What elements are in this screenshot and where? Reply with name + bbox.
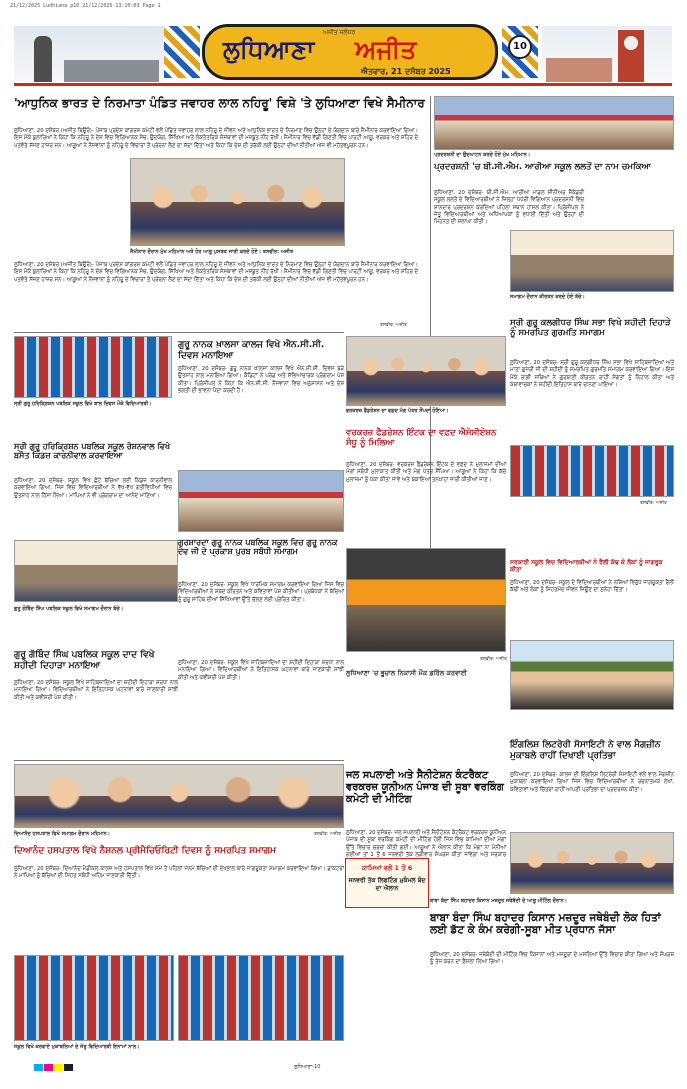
photo-bcm-exhibition [434, 96, 674, 150]
article-gurmat [178, 538, 344, 557]
article-banda [430, 912, 674, 937]
caption-gobind: ਗੁਰੂ ਗੋਬਿੰਦ ਸਿੰਘ ਪਬਲਿਕ ਸਕੂਲ ਵਿਖੇ ਸਮਾਗਮ ਦੌਰਾਨ ਬੱਚੇ। [14, 606, 124, 612]
caption-nehru: ਸੈਮੀਨਾਰ ਦੌਰਾਨ ਮੁੱਖ ਮਹਿਮਾਨ ਅਤੇ ਹੋਰ ਆਗੂ ਪੁਸਤਕ ਜਾਰੀ ਕਰਦੇ ਹੋਏ। ਤਸਵੀਰ: ਅਜੀਤ [130, 249, 294, 255]
footer-swatch-magenta [44, 1064, 53, 1071]
article-hospital [14, 846, 344, 857]
headline-literary: ਇੰਗਲਿਸ਼ ਲਿਟਰੇਰੀ ਸੋਸਾਇਟੀ ਨੇ ਵਾਲ ਮੈਗਜ਼ੀਨ ਮੁਕਾਬਲੇ ਰਾਹੀਂ ਦਿਖਾਈ ਪ੍ਰਤਿਭਾ [510, 740, 661, 761]
harkrishan-body: ਲੁਧਿਆਣਾ, 20 ਦਸੰਬਰ- ਸਕੂਲ ਵਿਖੇ ਛੋਟੇ ਬੱਚਿਆਂ ਲਈ ਕਿਡਜ਼ ਕਾਰਨੀਵਾਲ ਕਰਵਾਇਆ ਗਿਆ, ਜਿਸ ਵਿਚ ਵਿਦਿਆਰਥੀਆਂ ਨੇ ਵੱਖ-ਵੱਖ ਗਤੀਵਿਧੀਆਂ ਵਿਚ ਉਤਸ਼ਾਹ ਨਾਲ ਹਿੱਸਾ ਲਿਆ। ਮਾਪਿਆਂ ਨੇ ਵੀ ਪ੍ਰੋਗਰਾਮ ਦਾ ਆਨੰਦ ਮਾਣਿਆ। [14, 478, 172, 499]
masthead-date: ਐਤਵਾਰ, 21 ਦਸੰਬਰ 2025 [361, 67, 451, 76]
article-water-supply [346, 770, 506, 805]
headline-banda: ਬਾਬਾ ਬੰਦਾ ਸਿੰਘ ਬਹਾਦਰ ਕਿਸਾਨ ਮਜ਼ਦੂਰ ਜਥੇਬੰਦੀ ਲੋਕ ਹਿਤਾਂ ਲਈ ਡੱਟ ਕੇ ਕੰਮ ਕਰੇਗੀ-ਸੂਬਾ ਮੀਤ ਪ੍ਰਧਾਨ ਜੱਸਾ [430, 912, 661, 937]
section-rule-2 [14, 760, 344, 761]
masthead-title-block [202, 24, 498, 80]
headline-harkrishan: ਸ੍ਰੀ ਗੁਰੂ ਹਰਿਕ੍ਰਿਸ਼ਨ ਪਬਲਿਕ ਸਕੂਲ ਰੋਸ਼ਨਵਾਲ ਵਿਖੇ ਬਸੰਤ ਕਿਡਜ਼ ਕਾਰਨੀਵਾਲ ਕਰਵਾਇਆ [14, 442, 171, 461]
bcm-body: ਲੁਧਿਆਣਾ, 20 ਦਸੰਬਰ- ਬੀ.ਸੀ.ਐਮ. ਆਰੀਆ ਮਾਡਲ ਸੀਨੀਅਰ ਸੈਕੰਡਰੀ ਸਕੂਲ ਲਲਤੋਂ ਦੇ ਵਿਦਿਆਰਥੀਆਂ ਨੇ ਜ਼ਿਲ੍ਹਾ ਪੱਧਰੀ ਵਿਗਿਆਨ ਪ੍ਰਦਰਸ਼ਨੀ ਵਿਚ ਸ਼ਾਨਦਾਰ ਪ੍ਰਦਰਸ਼ਨ ਕਰਦਿਆਂ ਪਹਿਲਾ ਸਥਾਨ ਹਾਸਲ ਕੀਤਾ। ਪ੍ਰਿੰਸੀਪਲ ਨੇ ਜੇਤੂ ਵਿਦਿਆਰਥੀਆਂ ਅਤੇ ਅਧਿਆਪਕਾਂ ਨੂੰ ਵਧਾਈ ਦਿੱਤੀ ਅਤੇ ਉਨ੍ਹਾਂ ਦੀ ਮਿਹਨਤ ਦੀ ਸ਼ਲਾਘਾ ਕੀਤੀ। [434, 190, 584, 226]
caption-school-walk: ਸਰਕਾਰੀ ਸਕੂਲ ਵਿਚ ਵਿਦਿਆਰਥੀਆਂ ਨੇ ਰੈਲੀ ਕੱਢ ਕੇ ਲੋਕਾਂ ਨੂੰ ਜਾਗਰੂਕ ਕੀਤਾ [510, 559, 663, 573]
headline-water: ਜਲ ਸਪਲਾਈ ਅਤੇ ਸੈਨੀਟੇਸ਼ਨ ਕੰਟਰੈਕਟ ਵਰਕਰਜ਼ ਯੂਨੀਅਨ ਪੰਜਾਬ ਦੀ ਸੂਬਾ ਵਰਕਿੰਗ ਕਮੇਟੀ ਦੀ ਮੀਟਿੰਗ [346, 770, 504, 805]
gobind-body: ਲੁਧਿਆਣਾ, 20 ਦਸੰਬਰ- ਸਕੂਲ ਵਿਖੇ ਸਾਹਿਬਜ਼ਾਦਿਆਂ ਦਾ ਸ਼ਹੀਦੀ ਦਿਹਾੜਾ ਸ਼ਰਧਾ ਨਾਲ ਮਨਾਇਆ ਗਿਆ। ਵਿਦਿਆਰਥੀਆਂ ਨੇ ਇਤਿਹਾਸਕ ਘਟਨਾਵਾਂ ਬਾਰੇ ਜਾਣਕਾਰੀ ਸਾਂਝੀ ਕੀਤੀ ਅਤੇ ਕਵੀਸ਼ਰੀ ਪੇਸ਼ ਕੀਤੀ। [14, 680, 178, 701]
nehru-body: ਲੁਧਿਆਣਾ, 20 ਦਸੰਬਰ (ਅਜੀਤ ਬਿਊਰੋ)- ਪੰਜਾਬ ਪ੍ਰਦੇਸ਼ ਕਾਂਗਰਸ ਕਮੇਟੀ ਵਲੋਂ ਪੰਡਿਤ ਜਵਾਹਰ ਲਾਲ ਨਹਿਰੂ ਦੇ ਜੀਵਨ ਅਤੇ ਆਧੁਨਿਕ ਭਾਰਤ ਦੇ ਨਿਰਮਾਣ ਵਿਚ ਉਨ੍ਹਾਂ ਦੇ ਯੋਗਦਾਨ ਬਾਰੇ ਸੈਮੀਨਾਰ ਕਰਵਾਇਆ ਗਿਆ। ਇਸ ਮੌਕੇ ਬੁਲਾਰਿਆਂ ਨੇ ਕਿਹਾ ਕਿ ਨਹਿਰੂ ਨੇ ਦੇਸ਼ ਵਿਚ ਵਿਗਿਆਨਕ ਸੋਚ, ਉਦਯੋਗ, ਸਿੱਖਿਆ ਅਤੇ ਲੋਕਤੰਤਰਿਕ ਸੰਸਥਾਵਾਂ ਦੀ ਮਜ਼ਬੂਤ ਨੀਂਹ ਰੱਖੀ। ਸੈਮੀਨਾਰ ਵਿਚ ਵੱਡੀ ਗਿਣਤੀ ਵਿਚ ਪਾਰਟੀ ਆਗੂ, ਵਰਕਰ ਅਤੇ ਸ਼ਹਿਰ ਦੇ ਪਤਵੰਤੇ ਸੱਜਣ ਹਾਜ਼ਰ ਸਨ। ਆਗੂਆਂ ਨੇ ਨੌਜਵਾਨਾਂ ਨੂੰ ਨਹਿਰੂ ਦੇ ਵਿਚਾਰਾਂ ਤੋਂ ਪ੍ਰੇਰਨਾ ਲੈਣ ਦਾ ਸੱਦਾ ਦਿੱਤਾ ਅਤੇ ਕਿਹਾ ਕਿ ਦੇਸ਼ ਦੀ ਤਰੱਕੀ ਲਈ ਉਨ੍ਹਾਂ ਦੀਆਂ ਨੀਤੀਆਂ ਅੱਜ ਵੀ ਮਹੱਤਵਪੂਰਨ ਹਨ। [14, 128, 418, 149]
article-workers [346, 428, 506, 448]
article-gobind [14, 650, 178, 671]
nehru-body-2: ਲੁਧਿਆਣਾ, 20 ਦਸੰਬਰ (ਅਜੀਤ ਬਿਊਰੋ)- ਪੰਜਾਬ ਪ੍ਰਦੇਸ਼ ਕਾਂਗਰਸ ਕਮੇਟੀ ਵਲੋਂ ਪੰਡਿਤ ਜਵਾਹਰ ਲਾਲ ਨਹਿਰੂ ਦੇ ਜੀਵਨ ਅਤੇ ਆਧੁਨਿਕ ਭਾਰਤ ਦੇ ਨਿਰਮਾਣ ਵਿਚ ਉਨ੍ਹਾਂ ਦੇ ਯੋਗਦਾਨ ਬਾਰੇ ਸੈਮੀਨਾਰ ਕਰਵਾਇਆ ਗਿਆ। ਇਸ ਮੌਕੇ ਬੁਲਾਰਿਆਂ ਨੇ ਕਿਹਾ ਕਿ ਨਹਿਰੂ ਨੇ ਦੇਸ਼ ਵਿਚ ਵਿਗਿਆਨਕ ਸੋਚ, ਉਦਯੋਗ, ਸਿੱਖਿਆ ਅਤੇ ਲੋਕਤੰਤਰਿਕ ਸੰਸਥਾਵਾਂ ਦੀ ਮਜ਼ਬੂਤ ਨੀਂਹ ਰੱਖੀ। ਸੈਮੀਨਾਰ ਵਿਚ ਵੱਡੀ ਗਿਣਤੀ ਵਿਚ ਪਾਰਟੀ ਆਗੂ, ਵਰਕਰ ਅਤੇ ਸ਼ਹਿਰ ਦੇ ਪਤਵੰਤੇ ਸੱਜਣ ਹਾਜ਼ਰ ਸਨ। ਆਗੂਆਂ ਨੇ ਨੌਜਵਾਨਾਂ ਨੂੰ ਨਹਿਰੂ ਦੇ ਵਿਚਾਰਾਂ ਤੋਂ ਪ੍ਰੇਰਨਾ ਲੈਣ ਦਾ ਸੱਦਾ ਦਿੱਤਾ ਅਤੇ ਕਿਹਾ ਕਿ ਦੇਸ਼ ਦੀ ਤਰੱਕੀ ਲਈ ਉਨ੍ਹਾਂ ਦੀਆਂ ਨੀਤੀਆਂ ਅੱਜ ਵੀ ਮਹੱਤਵਪੂਰਨ ਹਨ। [14, 262, 418, 283]
headline-nehru: 'ਆਧੁਨਿਕ ਭਾਰਤ ਦੇ ਨਿਰਮਾਤਾ ਪੰਡਿਤ ਜਵਾਹਰ ਲਾਲ ਨਹਿਰੂ' ਵਿਸ਼ੇ 'ਤੇ ਲੁਧਿਆਣਾ ਵਿਖੇ ਸੈਮੀਨਾਰ [14, 96, 425, 110]
article-harkrishan [14, 442, 172, 461]
photo-literary [510, 640, 674, 710]
literary-body: ਲੁਧਿਆਣਾ, 20 ਦਸੰਬਰ- ਕਾਲਜ ਦੀ ਇੰਗਲਿਸ਼ ਲਿਟਰੇਰੀ ਸੋਸਾਇਟੀ ਵਲੋਂ ਵਾਲ ਮੈਗਜ਼ੀਨ ਮੁਕਾਬਲਾ ਕਰਵਾਇਆ ਗਿਆ ਜਿਸ ਵਿਚ ਵਿਦਿਆਰਥੀਆਂ ਨੇ ਰਚਨਾਤਮਕ ਲੇਖਾਂ, ਕਵਿਤਾਵਾਂ ਅਤੇ ਚਿੱਤਰਾਂ ਰਾਹੀਂ ਆਪਣੀ ਪ੍ਰਤਿਭਾ ਦਾ ਪ੍ਰਦਰਸ਼ਨ ਕੀਤਾ। [510, 772, 674, 793]
masthead-pre-title: ਅਜੀਤ ਜਲੰਧਰ [323, 29, 356, 36]
page-number: 10 [508, 35, 532, 59]
headline-gobind: ਗੁਰੂ ਗੋਬਿੰਦ ਸਿੰਘ ਪਬਲਿਕ ਸਕੂਲ ਦਾਦ ਵਿਖੇ ਸ਼ਹੀਦੀ ਦਿਹਾੜਾ ਮਨਾਇਆ [14, 650, 155, 671]
callout-line-1: ਕਾਮਿਆਂ ਵਲੋਂ 1 ਤੋਂ 6 [361, 864, 413, 872]
headline-gurmat: ਗੁਰਸ਼ਾਰਦਾ ਗੁਰੂ ਨਾਨਕ ਪਬਲਿਕ ਸਕੂਲ ਵਿਚ ਗੁਰੂ ਨਾਨਕ ਦੇਵ ਜੀ ਦੇ ਪ੍ਰਕਾਸ਼ ਪੁਰਬ ਸਬੰਧੀ ਸਮਾਗਮ [178, 538, 338, 557]
banda-body: ਲੁਧਿਆਣਾ, 20 ਦਸੰਬਰ- ਜਥੇਬੰਦੀ ਦੀ ਮੀਟਿੰਗ ਵਿਚ ਕਿਸਾਨਾਂ ਅਤੇ ਮਜ਼ਦੂਰਾਂ ਦੇ ਮਸਲਿਆਂ ਉੱਤੇ ਵਿਚਾਰ ਕੀਤਾ ਗਿਆ ਅਤੇ ਸੰਘਰਸ਼ ਨੂੰ ਤੇਜ਼ ਕਰਨ ਦਾ ਫ਼ੈਸਲਾ ਲਿਆ ਗਿਆ। [430, 952, 674, 966]
article-literary [510, 740, 674, 761]
photo-gurmat-stage [14, 540, 178, 602]
article-ncc [178, 340, 344, 361]
headline-hospital: ਦਿਆਨੰਦ ਹਸਪਤਾਲ ਵਿਖੇ ਨੈਸ਼ਨਲ ਪ੍ਰੀਮੈਚਿਓਰਿਟੀ ਦਿਵਸ ਨੂੰ ਸਮਰਪਿਤ ਸਮਾਗਮ [14, 846, 276, 856]
article-nehru-seminar [14, 96, 430, 110]
gobind-body-2: ਲੁਧਿਆਣਾ, 20 ਦਸੰਬਰ- ਸਕੂਲ ਵਿਖੇ ਸਾਹਿਬਜ਼ਾਦਿਆਂ ਦਾ ਸ਼ਹੀਦੀ ਦਿਹਾੜਾ ਸ਼ਰਧਾ ਨਾਲ ਮਨਾਇਆ ਗਿਆ। ਵਿਦਿਆਰਥੀਆਂ ਨੇ ਇਤਿਹਾਸਕ ਘਟਨਾਵਾਂ ਬਾਰੇ ਜਾਣਕਾਰੀ ਸਾਂਝੀ ਕੀਤੀ ਅਤੇ ਕਵੀਸ਼ਰੀ ਪੇਸ਼ ਕੀਤੀ। [178, 660, 344, 681]
photo-banda-singh [510, 832, 674, 894]
headline-kalgidhar: ਸ੍ਰੀ ਗੁਰੂ ਕਲਗੀਧਰ ਸਿੰਘ ਸਭਾ ਵਿਖੇ ਸ਼ਹੀਦੀ ਦਿਹਾੜੇ ਨੂੰ ਸਮਰਪਿਤ ਗੁਰਮਤਿ ਸਮਾਗਮ [510, 318, 671, 339]
caption-hospital: ਦਿਆਨੰਦ ਹਸਪਤਾਲ ਵਿਖੇ ਸਮਾਗਮ ਦੌਰਾਨ ਮਹਿਮਾਨ। [14, 831, 111, 837]
photo-hospital [14, 764, 344, 828]
photo-ncc [178, 470, 344, 532]
photo-fire-drill [346, 548, 506, 652]
photo-kids-winners-right [178, 955, 344, 1041]
headline-bcm: ਪ੍ਰਦਰਸ਼ਨੀ 'ਚ ਬੀ.ਸੀ.ਐਮ. ਆਰੀਆ ਸਕੂਲ ਲਲਤੋਂ ਦਾ ਨਾਮ ਚਮਕਿਆ [434, 162, 651, 172]
section-rule [14, 332, 344, 333]
photo-nehru-seminar [130, 158, 345, 246]
caption-kids-bottom: ਸਕੂਲ ਵਿਖੇ ਕਰਵਾਏ ਮੁਕਾਬਲਿਆਂ ਦੇ ਜੇਤੂ ਵਿਦਿਆਰਥੀ ਇਨਾਮਾਂ ਨਾਲ। [14, 1044, 140, 1050]
masthead-right-photo [542, 26, 672, 82]
headline-ncc: ਗੁਰੂ ਨਾਨਕ ਖ਼ਾਲਸਾ ਕਾਲਜ ਵਿਖੇ ਐਨ.ਸੀ.ਸੀ. ਦਿਵਸ ਮਨਾਇਆ [178, 340, 325, 361]
credit-kalgidhar: ਤਸਵੀਰ: ਅਜੀਤ [640, 501, 667, 506]
masthead-pattern-left [164, 26, 200, 78]
footer-swatch-yellow [54, 1064, 63, 1071]
water-body: ਲੁਧਿਆਣਾ, 20 ਦਸੰਬਰ- ਜਲ ਸਪਲਾਈ ਅਤੇ ਸੈਨੀਟੇਸ਼ਨ ਕੰਟਰੈਕਟ ਵਰਕਰਜ਼ ਯੂਨੀਅਨ ਪੰਜਾਬ ਦੀ ਸੂਬਾ ਵਰਕਿੰਗ ਕਮੇਟੀ ਦੀ ਮੀਟਿੰਗ ਹੋਈ ਜਿਸ ਵਿਚ ਕਾਮਿਆਂ ਦੀਆਂ ਮੰਗਾਂ ਉੱਤੇ ਵਿਚਾਰ ਚਰਚਾ ਕੀਤੀ ਗਈ। ਆਗੂਆਂ ਨੇ ਐਲਾਨ ਕੀਤਾ ਕਿ ਮੰਗਾਂ ਨਾ ਮੰਨੀਆਂ ਗਈਆਂ ਤਾਂ 1 ਤੋਂ 6 ਜਨਵਰੀ ਤੱਕ ਲੜੀਵਾਰ ਸੰਘਰਸ਼ ਕੀਤਾ ਜਾਵੇਗਾ ਅਤੇ ਸਰਕਾਰ [346, 830, 506, 858]
masthead [14, 22, 672, 86]
footer-label: ਲੁਧਿਆਣਾ-10 [294, 1064, 321, 1070]
footer-swatch-cyan [34, 1064, 43, 1071]
photo-kalgidhar-kids [510, 445, 674, 497]
caption-bcm: ਪ੍ਰਦਰਸ਼ਨੀ ਦਾ ਉਦਘਾਟਨ ਕਰਦੇ ਹੋਏ ਮੁੱਖ ਮਹਿਮਾਨ। [434, 152, 531, 158]
photo-harkrishan [14, 336, 172, 398]
caption-workers: ਵਰਕਰਜ਼ ਫੈਡਰੇਸ਼ਨ ਦਾ ਵਫ਼ਦ ਮੰਗ ਪੱਤਰ ਸੌਂਪਦਾ ਹੋਇਆ। [346, 408, 449, 414]
workers-body: ਲੁਧਿਆਣਾ, 20 ਦਸੰਬਰ- ਵਰਕਰਜ਼ ਫੈਡਰੇਸ਼ਨ ਇੰਟਕ ਦੇ ਵਫ਼ਦ ਨੇ ਮੁਲਾਜ਼ਮਾਂ ਦੀਆਂ ਮੰਗਾਂ ਸਬੰਧੀ ਮੁਲਾਕਾਤ ਕੀਤੀ ਅਤੇ ਮੰਗ ਪੱਤਰ ਸੌਂਪਿਆ। ਆਗੂਆਂ ਨੇ ਕਿਹਾ ਕਿ ਕੱਚੇ ਮੁਲਾਜ਼ਮਾਂ ਨੂੰ ਪੱਕਾ ਕੀਤਾ ਜਾਵੇ ਅਤੇ ਬਕਾਇਆ ਤਨਖ਼ਾਹਾਂ ਜਾਰੀ ਕੀਤੀਆਂ ਜਾਣ। [346, 462, 506, 483]
photo-workers-delegation [346, 336, 506, 406]
photo-kids-winners-left [14, 955, 174, 1041]
credit-nehru: ਤਸਵੀਰ: ਅਜੀਤ [380, 323, 407, 328]
footer-registration-bar [14, 1062, 674, 1074]
masthead-paper-name: ਅਜੀਤ [355, 35, 417, 64]
hospital-body: ਲੁਧਿਆਣਾ, 20 ਦਸੰਬਰ- ਦਿਆਨੰਦ ਮੈਡੀਕਲ ਕਾਲਜ ਅਤੇ ਹਸਪਤਾਲ ਵਿਖੇ ਸਮੇਂ ਤੋਂ ਪਹਿਲਾਂ ਜਨਮੇ ਬੱਚਿਆਂ ਦੀ ਦੇਖਭਾਲ ਬਾਰੇ ਜਾਗਰੂਕਤਾ ਸਮਾਗਮ ਕਰਵਾਇਆ ਗਿਆ। ਡਾਕਟਰਾਂ ਨੇ ਮਾਪਿਆਂ ਨੂੰ ਬੱਚਿਆਂ ਦੀ ਸਿਹਤ ਸਬੰਧੀ ਅਹਿਮ ਜਾਣਕਾਰੀ ਦਿੱਤੀ। [14, 866, 344, 880]
footer-swatch-black [64, 1064, 73, 1071]
caption-fire: ਲੁਧਿਆਣਾ 'ਚ ਭੂਚਾਲ ਨਿਕਾਸੀ ਮੌਕ ਡਰਿੱਲ ਕਰਵਾਈ [346, 669, 467, 677]
credit-fire: ਤਸਵੀਰ: ਅਜੀਤ [480, 657, 507, 662]
caption-kalgidhar: ਸਮਾਗਮ ਦੌਰਾਨ ਕੀਰਤਨ ਕਰਦੇ ਹੋਏ ਬੱਚੇ। [510, 294, 585, 300]
gurmat-body: ਲੁਧਿਆਣਾ, 20 ਦਸੰਬਰ- ਸਕੂਲ ਵਿਖੇ ਧਾਰਮਿਕ ਸਮਾਗਮ ਕਰਵਾਇਆ ਗਿਆ ਜਿਸ ਵਿਚ ਵਿਦਿਆਰਥੀਆਂ ਨੇ ਸ਼ਬਦ ਕੀਰਤਨ ਅਤੇ ਕਵਿਤਾਵਾਂ ਪੇਸ਼ ਕੀਤੀਆਂ। ਪ੍ਰਬੰਧਕਾਂ ਨੇ ਬੱਚਿਆਂ ਨੂੰ ਗੁਰੂ ਸਾਹਿਬ ਦੀਆਂ ਸਿੱਖਿਆਵਾਂ ਉੱਤੇ ਚੱਲਣ ਲਈ ਪ੍ਰੇਰਿਤ ਕੀਤਾ। [178, 582, 344, 603]
print-line: 21/12/2025 Ludhiana p10 21/12/2025 13:10:03 Page 1 [10, 3, 161, 9]
credit-hospital: ਤਸਵੀਰ: ਅਜੀਤ [314, 832, 341, 837]
masthead-left-photo [14, 26, 164, 82]
caption-banda: ਬਾਬਾ ਬੰਦਾ ਸਿੰਘ ਬਹਾਦਰ ਕਿਸਾਨ ਮਜ਼ਦੂਰ ਜਥੇਬੰਦੀ ਦੇ ਆਗੂ ਮੀਟਿੰਗ ਦੌਰਾਨ। [430, 898, 567, 904]
caption-harkrishan: ਸ੍ਰੀ ਗੁਰੂ ਹਰਿਕ੍ਰਿਸ਼ਨ ਪਬਲਿਕ ਸਕੂਲ ਵਿਖੇ ਬਾਲ ਦਿਵਸ ਮੌਕੇ ਵਿਦਿਆਰਥੀ। [14, 401, 152, 407]
article-kalgidhar [510, 318, 674, 338]
water-callout-box [345, 858, 429, 908]
masthead-city: ਲੁਧਿਆਣਾ [223, 35, 315, 64]
ncc-body: ਲੁਧਿਆਣਾ, 20 ਦਸੰਬਰ- ਗੁਰੂ ਨਾਨਕ ਖ਼ਾਲਸਾ ਕਾਲਜ ਵਿਖੇ ਐਨ.ਸੀ.ਸੀ. ਦਿਵਸ ਬੜੇ ਉਤਸ਼ਾਹ ਨਾਲ ਮਨਾਇਆ ਗਿਆ। ਕੈਡਿਟਾਂ ਨੇ ਪਰੇਡ ਅਤੇ ਸੱਭਿਆਚਾਰਕ ਪ੍ਰੋਗਰਾਮ ਪੇਸ਼ ਕੀਤਾ। ਪ੍ਰਿੰਸੀਪਲ ਨੇ ਕਿਹਾ ਕਿ ਐਨ.ਸੀ.ਸੀ. ਨੌਜਵਾਨਾਂ ਵਿਚ ਅਨੁਸ਼ਾਸਨ ਅਤੇ ਦੇਸ਼ ਭਗਤੀ ਦੀ ਭਾਵਨਾ ਪੈਦਾ ਕਰਦੀ ਹੈ। [178, 366, 344, 394]
callout-line-2: ਜਨਵਰੀ ਤੱਕ ਲਿਫਟਿੰਗ ਮੁਕੰਮਲ ਬੰਦ ਦਾ ਐਲਾਨ [348, 877, 426, 892]
school-walk-body: ਲੁਧਿਆਣਾ, 20 ਦਸੰਬਰ- ਸਕੂਲ ਦੇ ਵਿਦਿਆਰਥੀਆਂ ਨੇ ਨਸ਼ਿਆਂ ਵਿਰੁੱਧ ਜਾਗਰੂਕਤਾ ਰੈਲੀ ਕੱਢੀ ਅਤੇ ਲੋਕਾਂ ਨੂੰ ਸਿਹਤਮੰਦ ਜੀਵਨ ਜਿਊਣ ਦਾ ਸੁਨੇਹਾ ਦਿੱਤਾ। [510, 580, 674, 594]
headline-workers: ਵਰਕਰਜ਼ ਫੈਡਰੇਸ਼ਨ ਇੰਟਕ ਦਾ ਵਫ਼ਦ ਐਸੋਸੀਏਸ਼ਨ ਸੰਧੂ ਨੂੰ ਮਿਲਿਆ [346, 428, 497, 449]
kalgidhar-body: ਲੁਧਿਆਣਾ, 20 ਦਸੰਬਰ- ਸ੍ਰੀ ਗੁਰੂ ਕਲਗੀਧਰ ਸਿੰਘ ਸਭਾ ਵਿਖੇ ਸਾਹਿਬਜ਼ਾਦਿਆਂ ਅਤੇ ਮਾਤਾ ਗੁਜਰੀ ਜੀ ਦੀ ਸ਼ਹੀਦੀ ਨੂੰ ਸਮਰਪਿਤ ਗੁਰਮਤਿ ਸਮਾਗਮ ਕਰਵਾਇਆ ਗਿਆ। ਇਸ ਮੌਕੇ ਰਾਗੀ ਜਥਿਆਂ ਨੇ ਗੁਰਬਾਣੀ ਕੀਰਤਨ ਰਾਹੀਂ ਸੰਗਤਾਂ ਨੂੰ ਨਿਹਾਲ ਕੀਤਾ ਅਤੇ ਕਥਾਵਾਚਕਾਂ ਨੇ ਸ਼ਹੀਦੀ ਇਤਿਹਾਸ ਬਾਰੇ ਚਾਨਣਾ ਪਾਇਆ। [510, 360, 674, 388]
article-bcm [434, 162, 674, 172]
photo-kalgidhar [510, 230, 674, 292]
